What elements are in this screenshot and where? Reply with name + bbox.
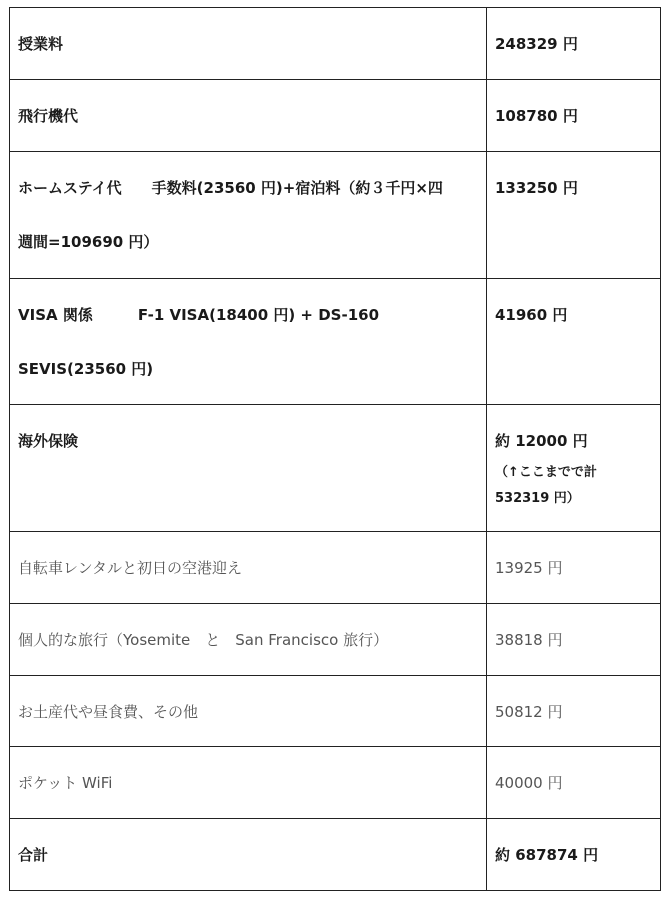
item-cell bbox=[10, 676, 487, 747]
item-label: 海外保険 bbox=[18, 432, 79, 450]
cost-cell bbox=[487, 604, 661, 676]
total-value: 約 687874 円 bbox=[495, 846, 599, 864]
item-label: お土産代や昼食費、その他 bbox=[18, 703, 199, 721]
cost-cell bbox=[487, 532, 661, 604]
item-cell bbox=[10, 819, 487, 891]
table-row bbox=[10, 747, 661, 819]
item-label: 個人的な旅行（Yosemite と San Francisco 旅行） bbox=[18, 631, 389, 649]
cost-cell bbox=[487, 80, 661, 152]
table-row bbox=[10, 532, 661, 604]
cost-cell bbox=[487, 819, 661, 891]
item-label-line2: SEVIS(23560 円) bbox=[18, 360, 154, 378]
cost-cell bbox=[487, 747, 661, 819]
cost-cell bbox=[487, 279, 661, 405]
subtotal-note-line2: 532319 円） bbox=[495, 491, 580, 506]
cost-value: 38818 円 bbox=[495, 631, 563, 649]
item-cell bbox=[10, 8, 487, 80]
cost-value: 13925 円 bbox=[495, 559, 563, 577]
item-cell bbox=[10, 152, 487, 279]
cost-value: 40000 円 bbox=[495, 774, 563, 792]
cost-table bbox=[9, 7, 661, 891]
table-row bbox=[10, 405, 661, 532]
item-label: ポケット WiFi bbox=[18, 774, 113, 792]
item-cell bbox=[10, 80, 487, 152]
subtotal-note-line1: （↑ここまでで計 bbox=[495, 465, 597, 480]
cost-cell bbox=[487, 676, 661, 747]
table-row bbox=[10, 604, 661, 676]
table-row-total bbox=[10, 819, 661, 891]
item-label: 飛行機代 bbox=[18, 107, 79, 125]
table-row bbox=[10, 80, 661, 152]
cost-value: 248329 円 bbox=[495, 35, 578, 53]
table-row bbox=[10, 8, 661, 80]
item-label: 授業料 bbox=[18, 35, 64, 53]
item-cell bbox=[10, 279, 487, 405]
table-row bbox=[10, 676, 661, 747]
item-cell bbox=[10, 405, 487, 532]
item-cell bbox=[10, 747, 487, 819]
item-cell bbox=[10, 532, 487, 604]
item-label-line2: 週間=109690 円） bbox=[18, 233, 159, 251]
cost-value: 133250 円 bbox=[495, 179, 578, 197]
cost-cell bbox=[487, 152, 661, 279]
table-row bbox=[10, 152, 661, 279]
table-row bbox=[10, 279, 661, 405]
item-label-line1: ホームステイ代 手数料(23560 円)+宿泊料（約３千円×四 bbox=[18, 179, 443, 197]
cost-value: 108780 円 bbox=[495, 107, 578, 125]
cost-value: 50812 円 bbox=[495, 703, 563, 721]
item-label-line1: VISA 関係 F-1 VISA(18400 円) + DS-160 bbox=[18, 306, 380, 324]
item-cell bbox=[10, 604, 487, 676]
cost-value: 41960 円 bbox=[495, 306, 568, 324]
cost-cell bbox=[487, 8, 661, 80]
cost-value: 約 12000 円 bbox=[495, 432, 588, 450]
cost-cell bbox=[487, 405, 661, 532]
item-label: 自転車レンタルと初日の空港迎え bbox=[18, 559, 243, 577]
total-label: 合計 bbox=[18, 846, 49, 864]
